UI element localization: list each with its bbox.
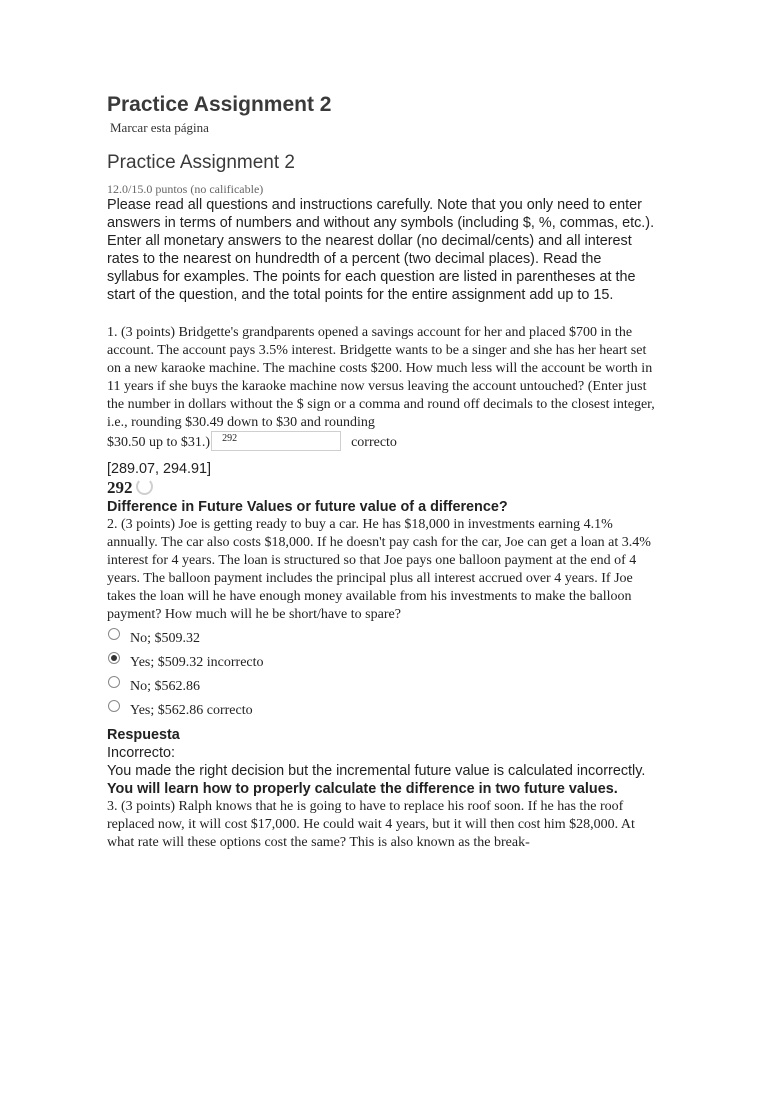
radio-button-selected[interactable] bbox=[108, 652, 120, 664]
question-1 bbox=[107, 324, 657, 452]
points-score: 12.0/15.0 puntos (no calificable) bbox=[107, 182, 264, 196]
question-2-options bbox=[107, 630, 657, 720]
page-content bbox=[0, 90, 657, 852]
question-3 bbox=[107, 798, 657, 852]
learn-text: You will learn how to properly calculate the difference in two future values. bbox=[107, 781, 618, 797]
question-3-text: 3. (3 points) Ralph knows that he is going to have to replace his roof soon. If he has the roof replaced now, it will cost $17,000. He could wait 4 years, but it will then cost him $28,000. At what rate will these options cost the same? This is also known as the break- bbox=[107, 799, 635, 850]
question-2-option-4[interactable] bbox=[107, 702, 657, 720]
question-1-range: [289.07, 294.91] bbox=[107, 461, 212, 477]
radio-button[interactable] bbox=[108, 628, 120, 640]
question-1-text: 1. (3 points) Bridgette's grandparents opened a savings account for her and placed $700 in the account. The account pays 3.5% interest. Bridgette wants to be a singer and she has her heart set on a new karaoke machine. The machine costs $200. How much less will the account be worth in 11 years if she buys the karaoke machine now versus leaving the account untouched? (Enter just the number in dollars without the $ sign or a comma and round off decimals to the closest integer, i.e., rounding $30.49 down to $30 and rounding bbox=[107, 325, 655, 430]
question-2-option-1[interactable] bbox=[107, 630, 657, 648]
option-label: No; $509.32 bbox=[130, 631, 200, 646]
question-1-text-end: $30.50 up to $31.) bbox=[107, 435, 211, 450]
question-2 bbox=[107, 516, 657, 720]
question-1-feedback-title: Difference in Future Values or future value of a difference? bbox=[107, 499, 508, 515]
response-title: Respuesta bbox=[107, 727, 180, 743]
question-1-answer-row bbox=[107, 432, 657, 452]
question-1-answer-input[interactable]: 292 bbox=[211, 431, 341, 451]
question-2-option-3[interactable] bbox=[107, 678, 657, 696]
question-1-status: correcto bbox=[351, 435, 397, 450]
radio-button[interactable] bbox=[108, 676, 120, 688]
radio-button[interactable] bbox=[108, 700, 120, 712]
assignment-title: Practice Assignment 2 bbox=[107, 152, 295, 173]
page-title: Practice Assignment 2 bbox=[107, 93, 332, 116]
question-2-text: 2. (3 points) Joe is getting ready to buy a car. He has $18,000 in investments earning 4.1% annually. The car also costs $18,000. If he doesn't pay cash for the car, Joe can get a loan at 3.4% interest for 4 years. The loan is structured so that Joe pays one balloon payment at the end of 4 years. The balloon payment includes the principal plus all interest accrued over 4 years. If Joe takes the loan will he have enough money available from his investments to make the balloon payment? How much will he be short/have to spare? bbox=[107, 517, 651, 622]
question-2-option-2[interactable] bbox=[107, 654, 657, 672]
question-1-shown-answer-row bbox=[107, 478, 657, 498]
option-label: No; $562.86 bbox=[130, 679, 200, 694]
response-text: You made the right decision but the incremental future value is calculated incorrectly. bbox=[107, 763, 646, 779]
response-status: Incorrecto: bbox=[107, 745, 175, 761]
instructions-text: Please read all questions and instructions carefully. Note that you only need to enter answers in terms of numbers and without any symbols (including $, %, commas, etc.). Enter all monetary answers to the nearest dollar (no decimal/cents) and all interest rates to the nearest on hundredth of a percent (two decimal places). Read the syllabus for examples. The points for each question are listed in parentheses at the start of the question, and the total points for the entire assignment add up to 15. bbox=[107, 197, 655, 303]
option-label: Yes; $509.32 incorrecto bbox=[130, 655, 264, 670]
option-label: Yes; $562.86 correcto bbox=[130, 703, 253, 718]
question-1-shown-answer: 292 bbox=[107, 478, 133, 497]
loading-spinner-icon bbox=[136, 478, 153, 495]
bookmark-link[interactable]: Marcar esta página bbox=[110, 120, 209, 135]
